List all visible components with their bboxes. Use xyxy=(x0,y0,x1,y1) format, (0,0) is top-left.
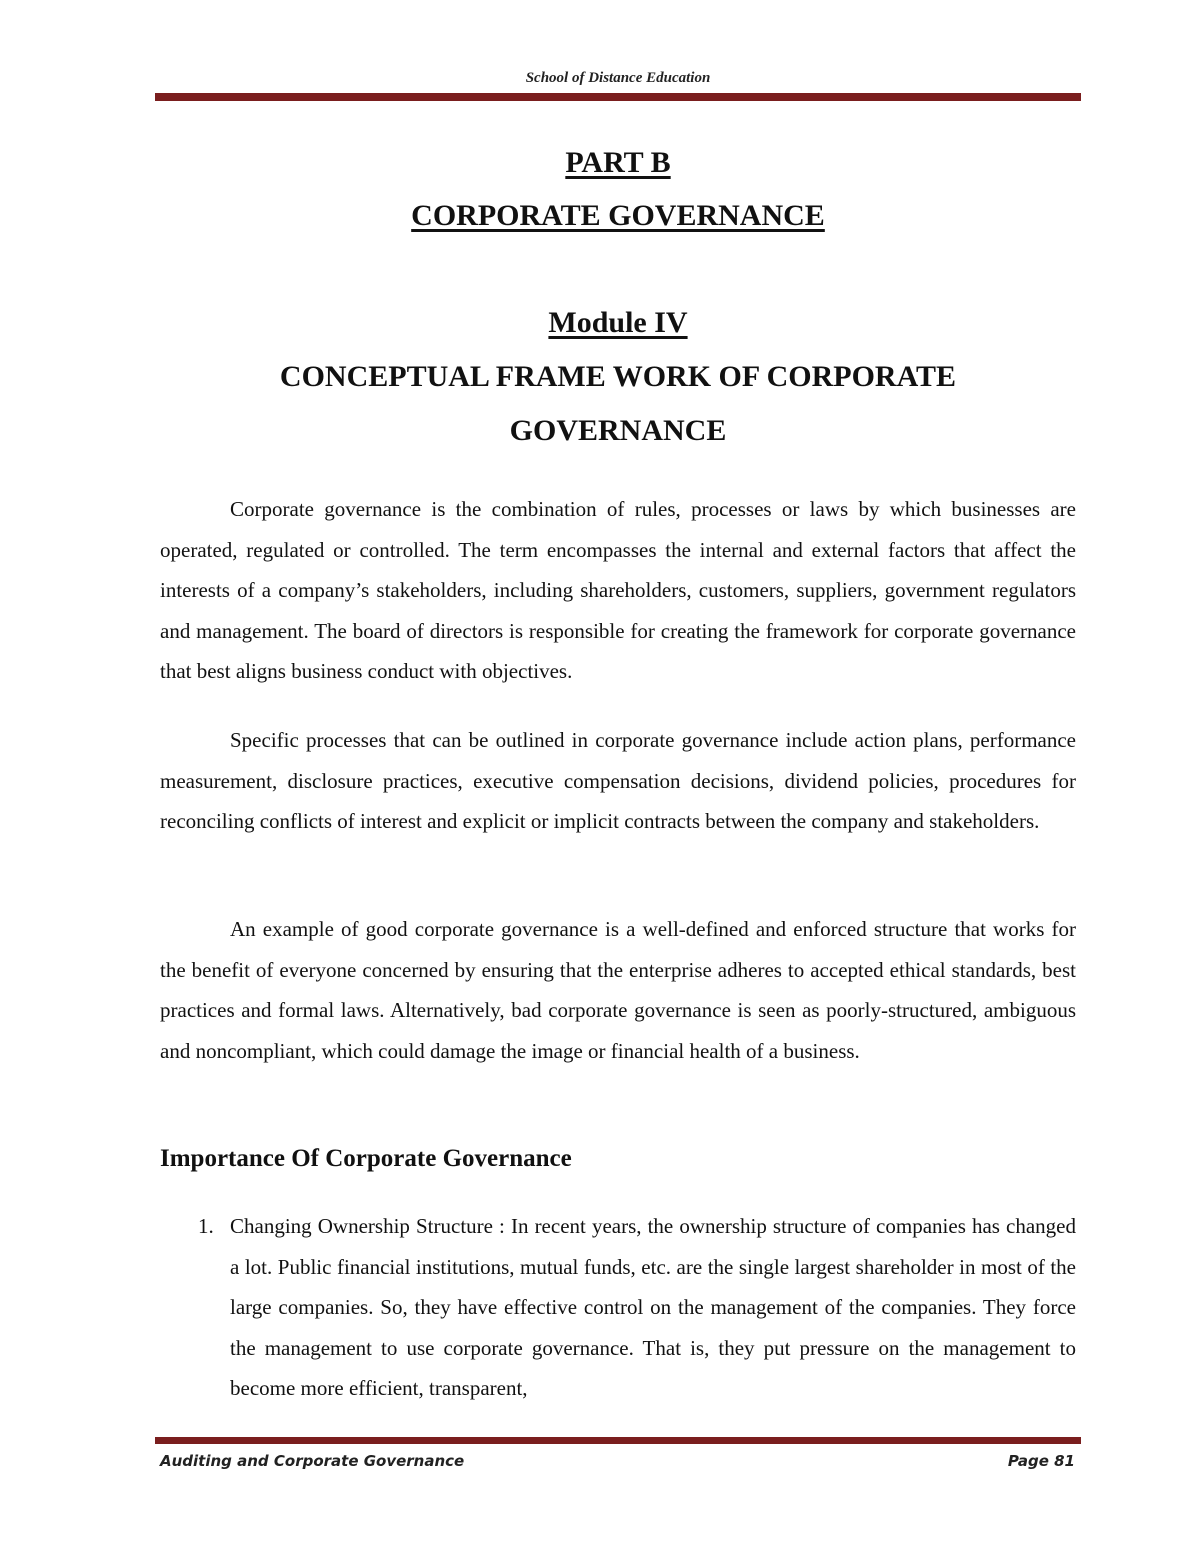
chapter-title-line-2: GOVERNANCE xyxy=(509,414,727,447)
part-title: PART B xyxy=(565,146,671,179)
importance-list xyxy=(160,1206,1076,1409)
header-rule xyxy=(155,93,1081,101)
footer-page-number: Page 81 xyxy=(1007,1452,1075,1470)
module-title: Module IV xyxy=(548,306,688,339)
paragraph-definition: Corporate governance is the combination of rules, processes or laws by which businesses are operated, regulated or controlled. The term encompasses the internal and external factors that affect the interests of a company’s stakeholders, including shareholders, customers, suppliers, government regulators and management. The board of directors is responsible for creating the framework for corporate governance that best aligns business conduct with objectives. xyxy=(160,497,1076,683)
subject-title: CORPORATE GOVERNANCE xyxy=(411,199,825,232)
section-heading: Importance Of Corporate Governance xyxy=(160,1145,572,1172)
chapter-title-line-1: CONCEPTUAL FRAME WORK OF CORPORATE xyxy=(279,360,957,393)
list-item-text: Changing Ownership Structure : In recent years, the ownership structure of companies has changed a lot. Public financial institutions, mutual funds, etc. are the single largest shareholder in most of the large companies. So, they have effective control on the management of the companies. They force the management to use corporate governance. That is, they put pressure on the management to become more efficient, transparent, xyxy=(230,1214,1076,1400)
footer-rule xyxy=(155,1437,1081,1444)
list-item xyxy=(160,1206,1076,1409)
list-item-number: 1. xyxy=(198,1214,214,1238)
paragraph-processes: Specific processes that can be outlined in corporate governance include action plans, performance measurement, disclosure practices, executive compensation decisions, dividend policies, procedures for reconciling conflicts of interest and explicit or implicit contracts between the company and stakeholders. xyxy=(160,728,1076,833)
footer-course-title: Auditing and Corporate Governance xyxy=(160,1452,465,1470)
paragraph-example: An example of good corporate governance is a well-defined and enforced structure that works for the benefit of everyone concerned by ensuring that the enterprise adheres to accepted ethical standards, best practices and formal laws. Alternatively, bad corporate governance is seen as poorly-structured, ambiguous and noncompliant, which could damage the image or financial health of a business. xyxy=(160,917,1076,1063)
running-header: School of Distance Education xyxy=(525,70,711,86)
